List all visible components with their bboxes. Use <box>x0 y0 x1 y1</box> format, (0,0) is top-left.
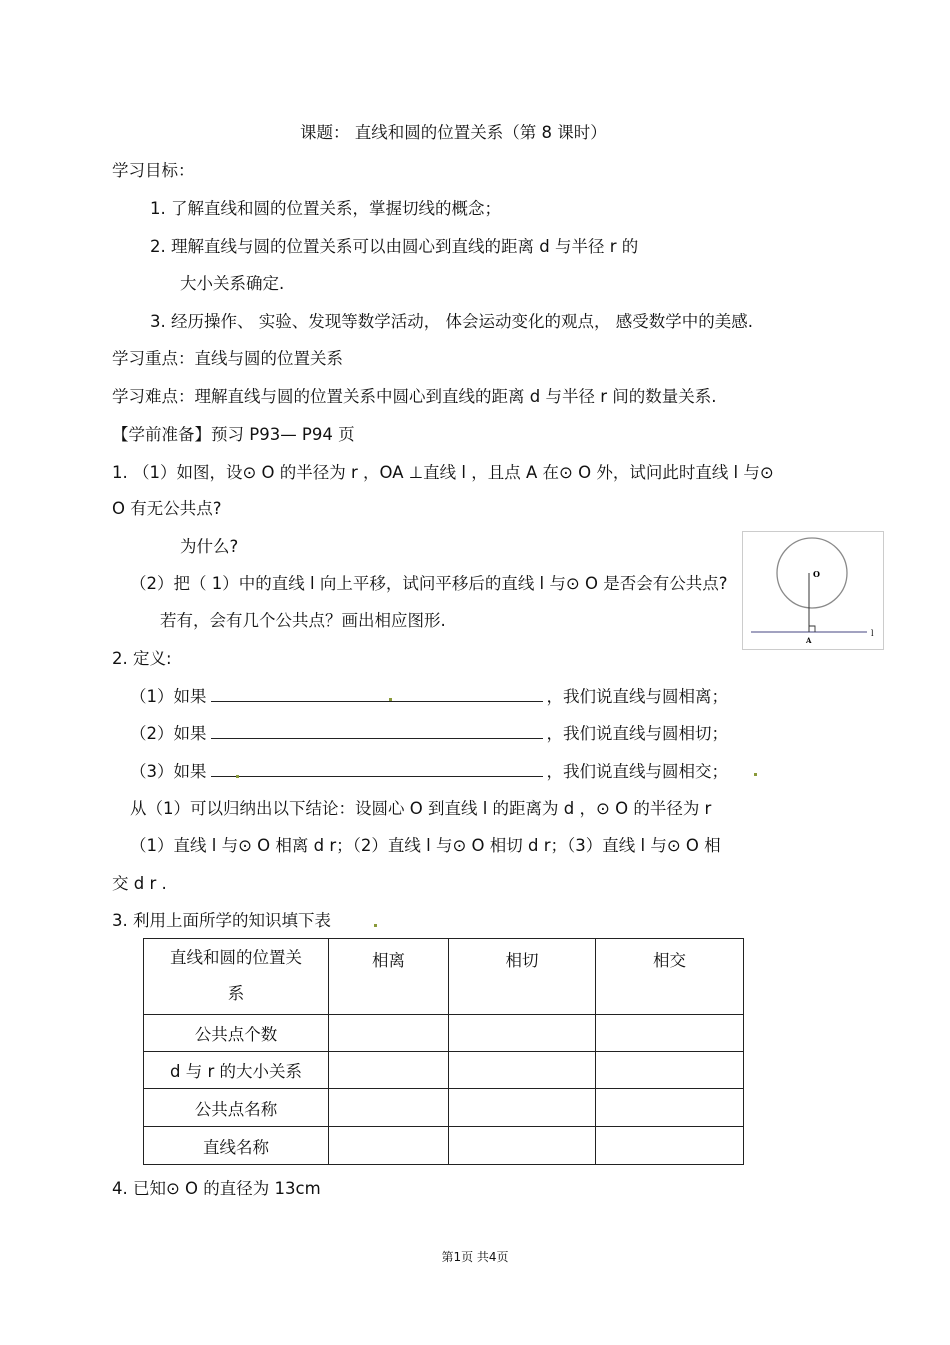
goal-item: 3. 经历操作、 实验、发现等数学活动， 体会运动变化的观点， 感受数学中的美感. <box>150 312 753 331</box>
goals-heading: 学习目标： <box>112 161 195 180</box>
definition-item <box>130 760 728 783</box>
circle-shape <box>777 538 847 608</box>
table-cell[interactable] <box>596 1052 744 1089</box>
key-point: 学习重点：直线与圆的位置关系 <box>112 349 343 368</box>
scan-speck <box>754 773 757 776</box>
fill-blank[interactable] <box>211 722 543 739</box>
table-cell[interactable] <box>329 1052 449 1089</box>
table-cell[interactable] <box>329 1089 449 1127</box>
row-label: 公共点个数 <box>144 1015 329 1052</box>
figure-drawing <box>743 532 883 649</box>
table-row <box>144 1015 744 1052</box>
row-label: 公共点名称 <box>144 1089 329 1127</box>
scan-speck <box>389 698 392 701</box>
table-row <box>144 1127 744 1165</box>
goal-item: 2. 理解直线与圆的位置关系可以由圆心到直线的距离 d 与半径 r 的 <box>150 237 639 256</box>
page-title: 课题： 直线和圆的位置关系（第 8 课时） <box>300 123 607 142</box>
row-label: 直线名称 <box>144 1127 329 1165</box>
table-cell[interactable] <box>449 1127 596 1165</box>
table-cell[interactable] <box>329 1127 449 1165</box>
goal-item: 1. 了解直线和圆的位置关系，掌握切线的概念； <box>150 199 501 218</box>
question-1-part2: 若有，会有几个公共点？画出相应图形. <box>160 611 446 630</box>
table-cell[interactable] <box>449 1089 596 1127</box>
table-cell[interactable] <box>596 1127 744 1165</box>
fill-blank[interactable] <box>211 760 543 777</box>
definition-item <box>130 722 728 745</box>
question-1-why: 为什么? <box>180 537 239 556</box>
difficulty: 学习难点：理解直线与圆的位置关系中圆心到直线的距离 d 与半径 r 间的数量关系. <box>112 387 717 406</box>
scan-speck <box>374 924 377 927</box>
definition-suffix: ，我们说直线与圆相切； <box>546 724 728 743</box>
table-cell[interactable] <box>596 1015 744 1052</box>
relations-text: 交 d r . <box>112 874 167 893</box>
fill-blank[interactable] <box>211 685 543 702</box>
relation-table <box>143 938 744 1165</box>
scan-speck <box>236 775 239 778</box>
label-l: l <box>871 629 874 638</box>
conclusion-text: 从（1）可以归纳出以下结论：设圆心 O 到直线 l 的距离为 d ，⊙ O 的半径为 r <box>130 799 712 818</box>
question-3-heading: 3. 利用上面所学的知识填下表 <box>112 911 331 930</box>
table-header-row <box>144 939 744 1015</box>
circle-line-figure <box>742 531 884 650</box>
table-cell[interactable] <box>449 1015 596 1052</box>
table-cell[interactable] <box>449 1052 596 1089</box>
definition-suffix: ，我们说直线与圆相离； <box>546 687 728 706</box>
label-a: A <box>806 636 812 645</box>
page-footer: 第1页 共4页 <box>441 1250 509 1264</box>
definition-prefix: （1）如果 <box>130 687 207 706</box>
header-line: 系 <box>227 984 245 1003</box>
table-cell[interactable] <box>596 1089 744 1127</box>
question-2-heading: 2. 定义: <box>112 649 172 668</box>
question-4: 4. 已知⊙ O 的直径为 13cm <box>112 1179 321 1198</box>
table-header-cell: 相切 <box>449 939 596 1015</box>
question-1-part2: （2）把（ 1）中的直线 l 向上平移，试问平移后的直线 l 与⊙ O 是否会有公共点? <box>130 574 728 593</box>
definition-item <box>130 685 728 708</box>
row-label: d 与 r 的大小关系 <box>144 1052 329 1089</box>
header-line: 直线和圆的位置关 <box>170 948 302 967</box>
table-header-cell: 相离 <box>329 939 449 1015</box>
label-o: O <box>813 569 820 579</box>
table-row <box>144 1052 744 1089</box>
question-1-line: 1. （1）如图，设⊙ O 的半径为 r ，OA ⊥直线 l ，且点 A 在⊙ O 外，试问此时直线 l 与⊙ <box>112 463 774 482</box>
preview-note: 【学前准备】预习 P93— P94 页 <box>112 425 355 444</box>
definition-prefix: （3）如果 <box>130 762 207 781</box>
definition-prefix: （2）如果 <box>130 724 207 743</box>
relations-text: （1）直线 l 与⊙ O 相离 d r；（2）直线 l 与⊙ O 相切 d r；（3）直线 l 与⊙ O 相 <box>130 836 721 855</box>
right-angle-marker <box>809 626 815 632</box>
definition-suffix: ，我们说直线与圆相交； <box>546 762 728 781</box>
goal-item-continuation: 大小关系确定. <box>180 274 285 293</box>
table-header-cell: 相交 <box>596 939 744 1015</box>
question-1-line: O 有无公共点? <box>112 499 222 518</box>
table-row <box>144 1089 744 1127</box>
table-cell[interactable] <box>329 1015 449 1052</box>
table-header-cell <box>144 939 329 1015</box>
